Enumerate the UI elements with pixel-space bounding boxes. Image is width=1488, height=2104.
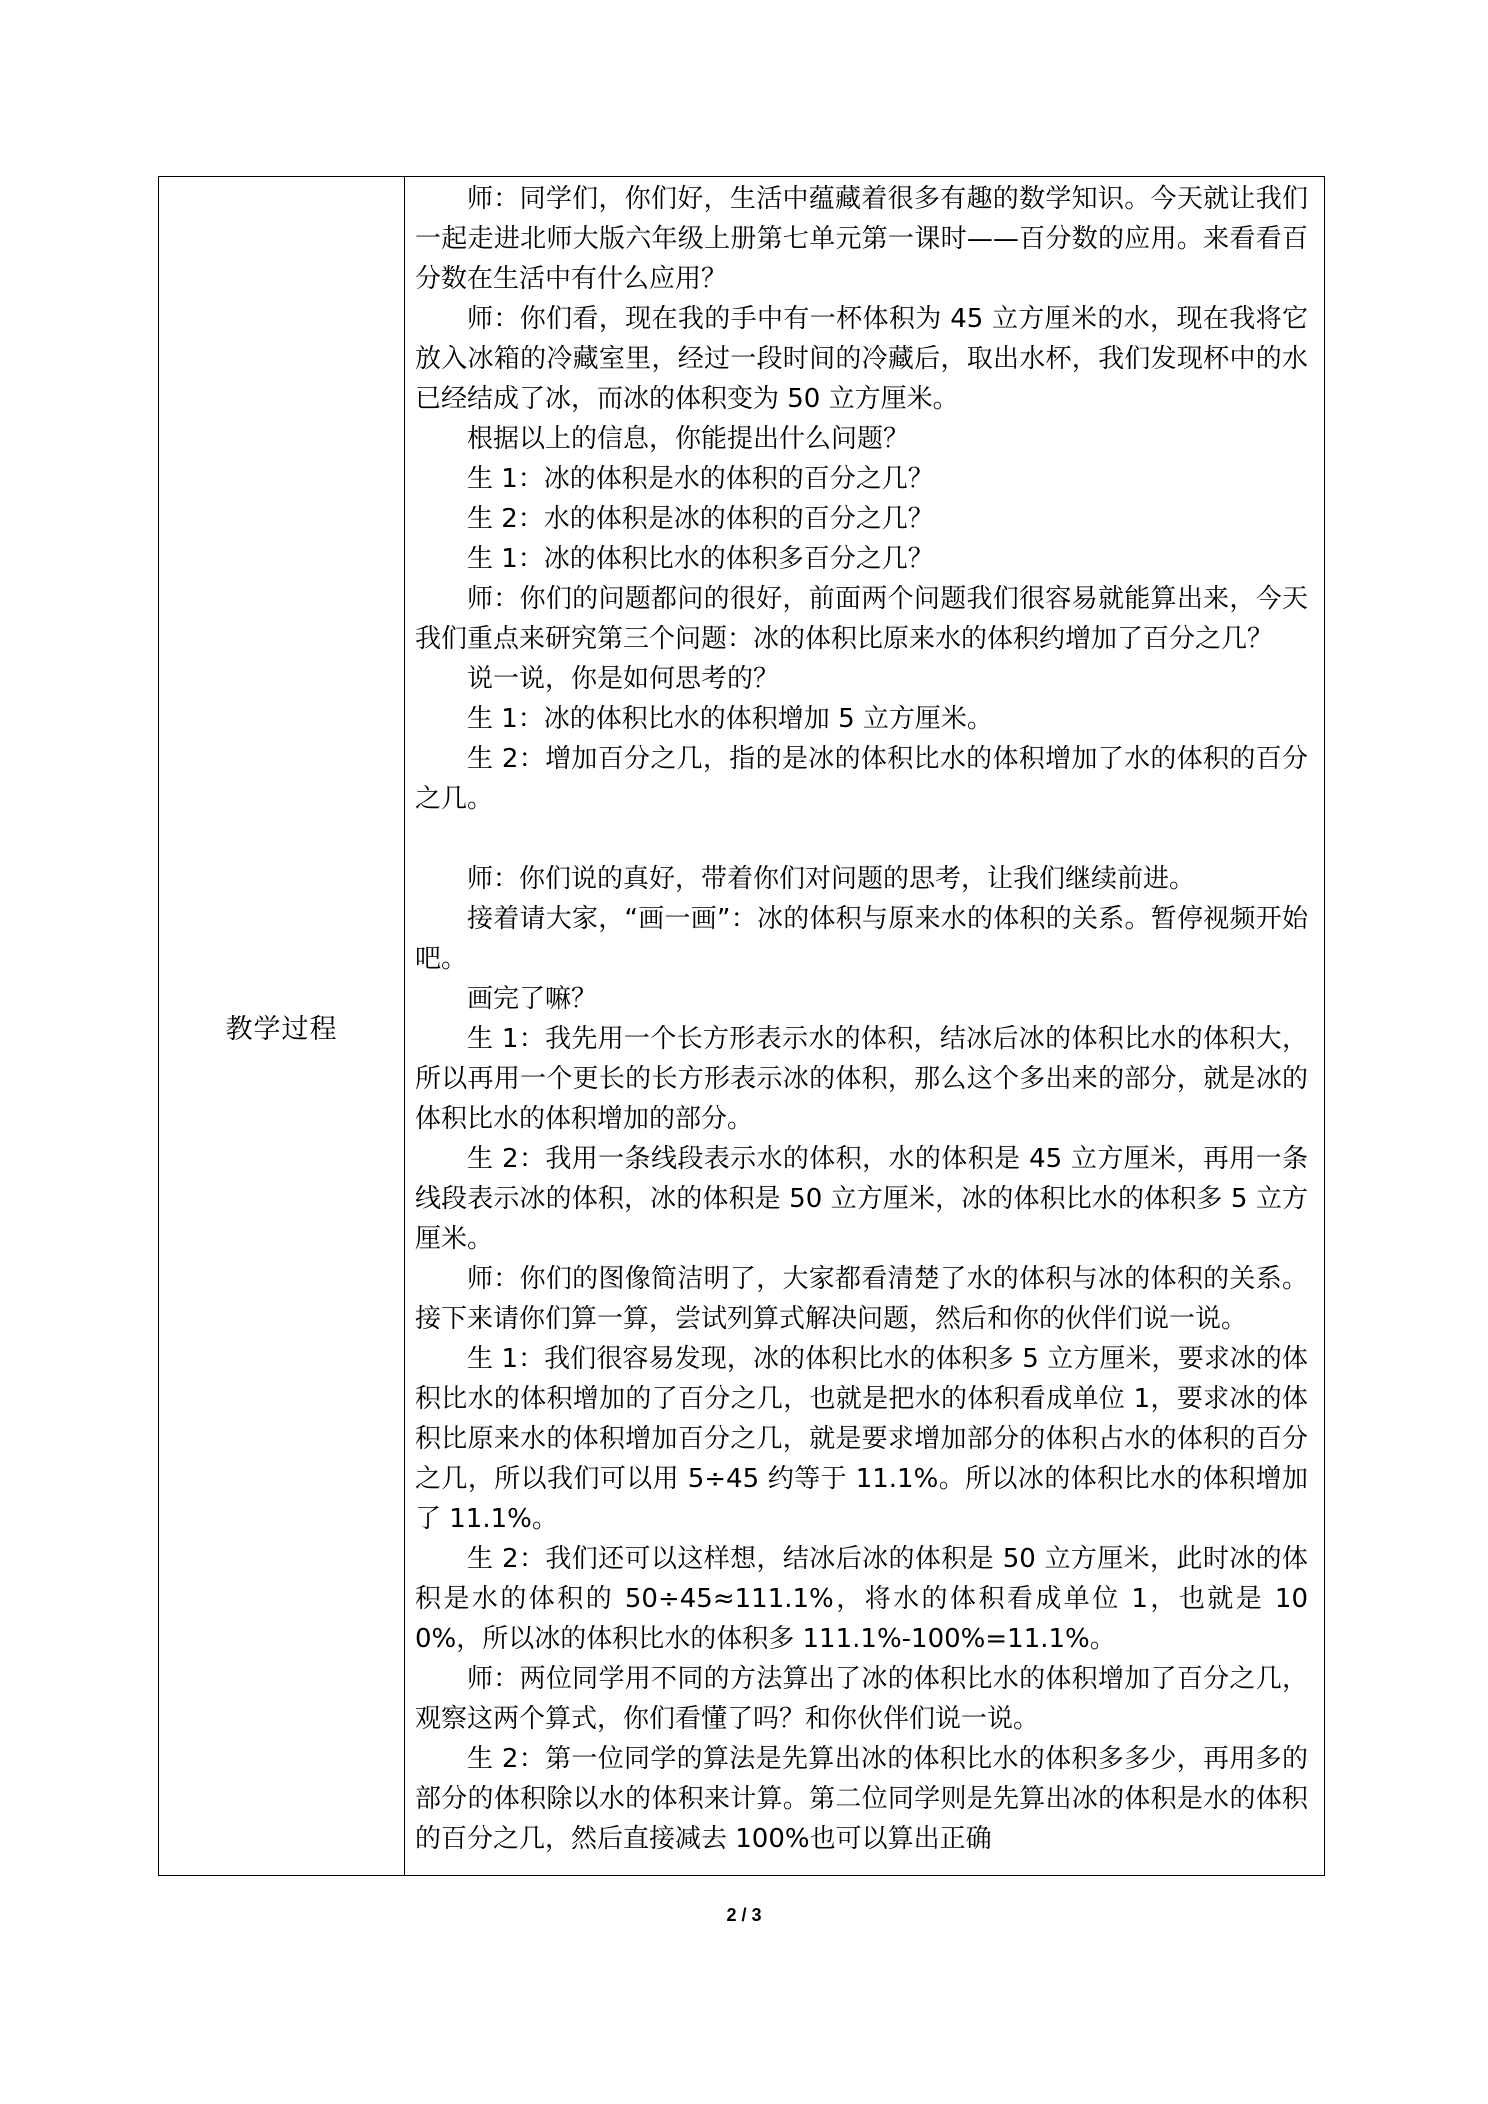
page-number: 2 / 3 xyxy=(726,1905,762,1925)
paragraph: 生 1：冰的体积比水的体积多百分之几？ xyxy=(467,544,934,574)
paragraph: 生 1：冰的体积比水的体积增加 5 立方厘米。 xyxy=(467,704,993,734)
lesson-content-cell xyxy=(405,177,1325,1876)
paragraph: 生 2：第一位同学的算法是先算出冰的体积比水的体积多多少，再用多的部分的体积除以水的体积来计算。第二位同学则是先算出冰的体积是水的体积的百分之几，然后直接减去 100%也可以算出正确 xyxy=(415,1744,1308,1854)
paragraph: 画完了嘛？ xyxy=(467,984,598,1014)
paragraph: 生 1：冰的体积是水的体积的百分之几？ xyxy=(467,464,934,494)
paragraph: 生 1：我先用一个长方形表示水的体积，结冰后冰的体积比水的体积大，所以再用一个更长的长方形表示冰的体积，那么这个多出来的部分，就是冰的体积比水的体积增加的部分。 xyxy=(415,1024,1308,1134)
paragraph: 师：你们的图像简洁明了，大家都看清楚了水的体积与冰的体积的关系。接下来请你们算一算，尝试列算式解决问题，然后和你的伙伴们说一说。 xyxy=(415,1264,1308,1334)
table-row xyxy=(159,177,1325,1876)
paragraph: 生 2：增加百分之几，指的是冰的体积比水的体积增加了水的体积的百分之几。 xyxy=(415,744,1308,814)
paragraph: 师：你们的问题都问的很好，前面两个问题我们很容易就能算出来，今天我们重点来研究第三个问题：冰的体积比原来水的体积约增加了百分之几？ xyxy=(415,584,1308,654)
paragraph: 师：你们说的真好，带着你们对问题的思考，让我们继续前进。 xyxy=(467,864,1196,894)
section-label: 教学过程 xyxy=(159,177,405,1876)
lesson-content xyxy=(405,177,1324,1859)
paragraph: 生 2：我们还可以这样想，结冰后冰的体积是 50 立方厘米，此时冰的体积是水的体积的 50÷45≈111.1%，将水的体积看成单位 1，也就是 100%，所以冰的体积比水的体积多 111.1%-100%=11.1%。 xyxy=(415,1544,1308,1654)
paragraph: 师：同学们，你们好，生活中蕴藏着很多有趣的数学知识。今天就让我们一起走进北师大版六年级上册第七单元第一课时——百分数的应用。来看看百分数在生活中有什么应用？ xyxy=(415,184,1308,294)
paragraph: 生 1：我们很容易发现，冰的体积比水的体积多 5 立方厘米，要求冰的体积比水的体积增加的了百分之几，也就是把水的体积看成单位 1，要求冰的体积比原来水的体积增加百分之几，就是要求增加部分的体积占水的体积的百分之几，所以我们可以用 5÷45 约等于 11.1%。所以冰的体积比水的体积增加了 11.1%。 xyxy=(415,1344,1308,1534)
paragraph: 师：两位同学用不同的方法算出了冰的体积比水的体积增加了百分之几，观察这两个算式，你们看懂了吗？和你伙伴们说一说。 xyxy=(415,1664,1308,1734)
paragraph: 师：你们看，现在我的手中有一杯体积为 45 立方厘米的水，现在我将它放入冰箱的冷藏室里，经过一段时间的冷藏后，取出水杯，我们发现杯中的水已经结成了冰，而冰的体积变为 50 立方厘米。 xyxy=(415,304,1308,414)
paragraph: 生 2：我用一条线段表示水的体积，水的体积是 45 立方厘米，再用一条线段表示冰的体积，冰的体积是 50 立方厘米，冰的体积比水的体积多 5 立方厘米。 xyxy=(415,1144,1308,1254)
lesson-table xyxy=(158,176,1325,1876)
paragraph: 接着请大家，“画一画”：冰的体积与原来水的体积的关系。暂停视频开始吧。 xyxy=(415,904,1308,974)
paragraph: 根据以上的信息，你能提出什么问题？ xyxy=(467,424,910,454)
paragraph: 说一说，你是如何思考的？ xyxy=(467,664,780,694)
paragraph: 生 2：水的体积是冰的体积的百分之几？ xyxy=(467,504,934,534)
